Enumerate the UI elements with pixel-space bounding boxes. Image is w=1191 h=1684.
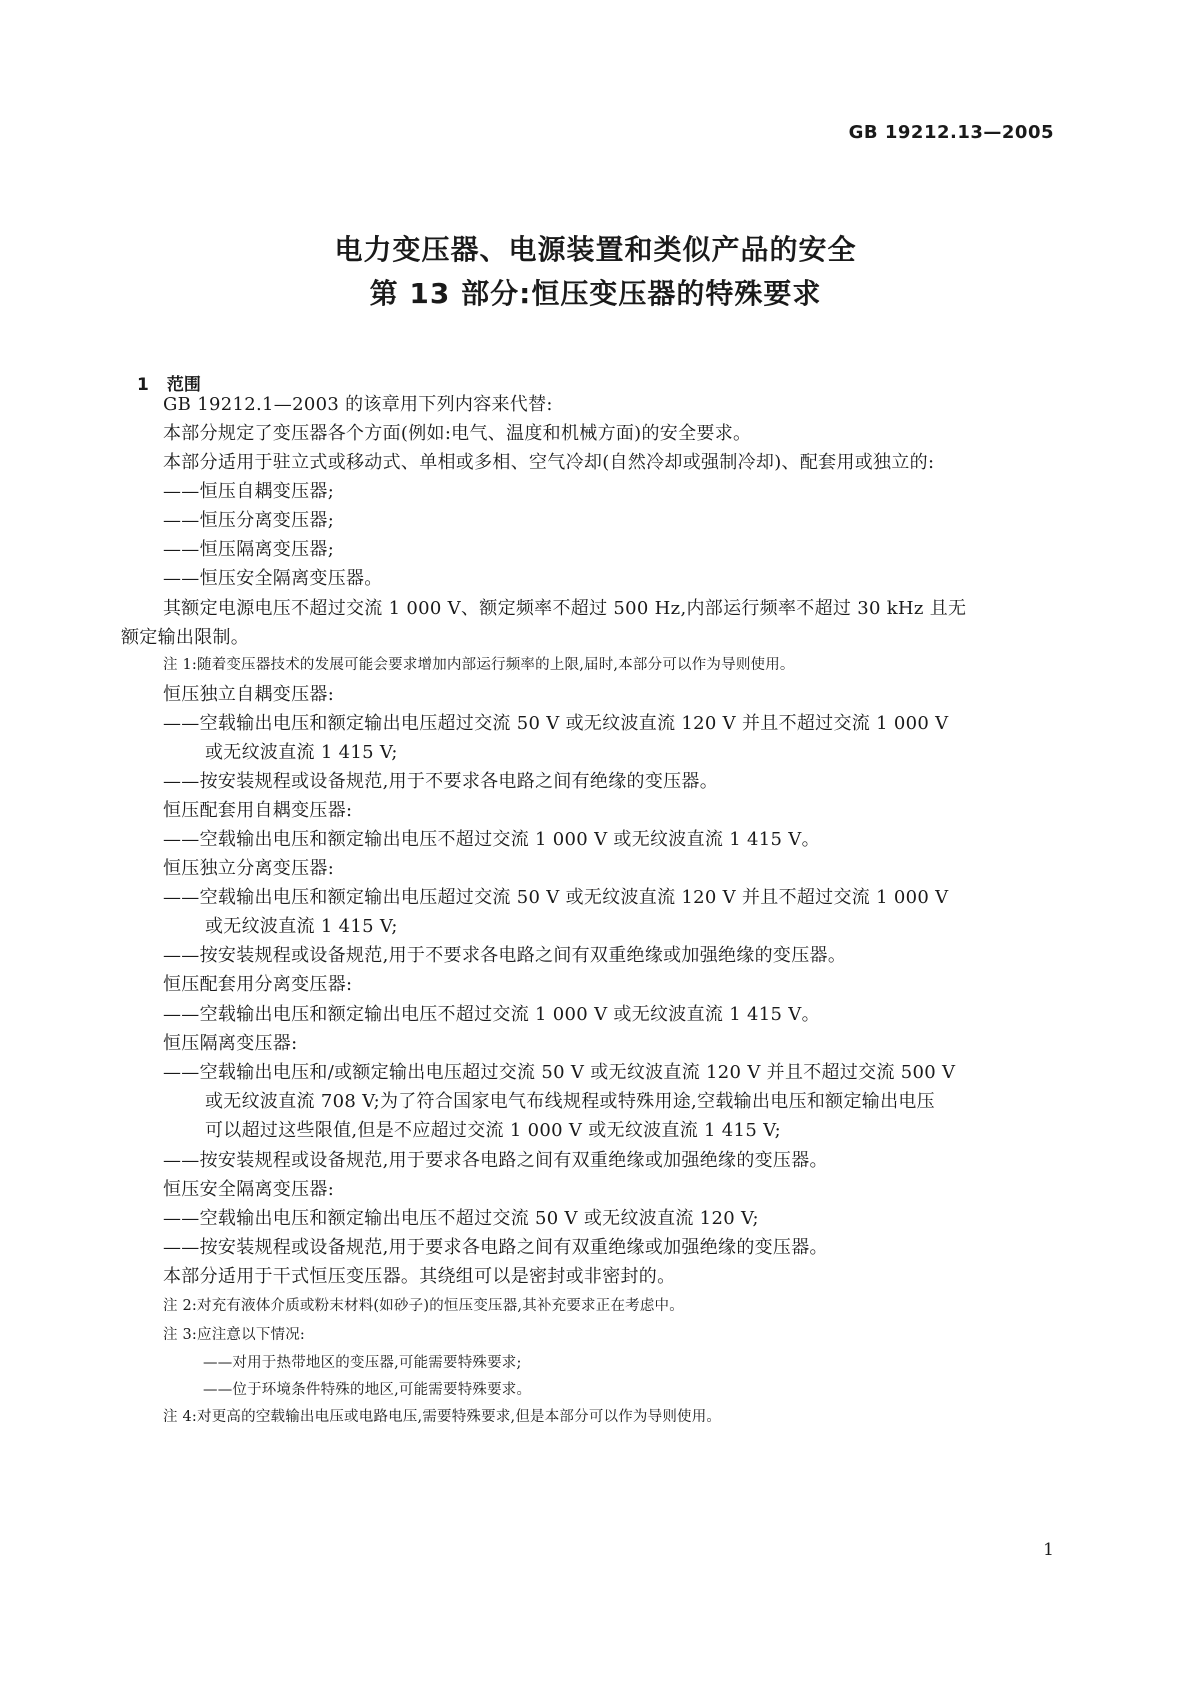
list-item: ——恒压隔离变压器; bbox=[163, 539, 335, 560]
list-item: ——空载输出电压和额定输出电压超过交流 50 V 或无纹波直流 120 V 并且不超过交流 1 000 V bbox=[163, 887, 949, 908]
note-4: 注 4:对更高的空载输出电压或电路电压,需要特殊要求,但是本部分可以作为导则使用。 bbox=[163, 1409, 722, 1425]
list-item: ——空载输出电压和额定输出电压不超过交流 1 000 V 或无纹波直流 1 415 V。 bbox=[163, 1004, 820, 1025]
subheading-isolating: 恒压隔离变压器: bbox=[163, 1033, 298, 1054]
list-item-cont: 或无纹波直流 708 V;为了符合国家电气布线规程或特殊用途,空载输出电压和额定输出电压 bbox=[205, 1091, 935, 1112]
page-title-line-1: 电力变压器、电源装置和类似产品的安全 bbox=[334, 233, 857, 266]
subheading-auto-associated: 恒压配套用自耦变压器: bbox=[163, 800, 353, 821]
paragraph-applicability: 本部分适用于驻立式或移动式、单相或多相、空气冷却(自然冷却或强制冷却)、配套用或独立的: bbox=[163, 452, 935, 473]
note-1: 注 1:随着变压器技术的发展可能会要求增加内部运行频率的上限,届时,本部分可以作为导则使用。 bbox=[163, 657, 795, 673]
list-item: ——按安装规程或设备规范,用于不要求各电路之间有双重绝缘或加强绝缘的变压器。 bbox=[163, 945, 847, 966]
note-3: 注 3:应注意以下情况: bbox=[163, 1327, 306, 1343]
page-title-line-2: 第 13 部分:恒压变压器的特殊要求 bbox=[369, 277, 822, 310]
note-2: 注 2:对充有液体介质或粉末材料(如砂子)的恒压变压器,其补充要求正在考虑中。 bbox=[163, 1298, 684, 1314]
list-item: ——空载输出电压和/或额定输出电压超过交流 50 V 或无纹波直流 120 V 并且不超过交流 500 V bbox=[163, 1062, 956, 1083]
paragraph-scope: 本部分规定了变压器各个方面(例如:电气、温度和机械方面)的安全要求。 bbox=[163, 423, 752, 444]
list-item: ——恒压自耦变压器; bbox=[163, 481, 335, 502]
list-item-cont: 或无纹波直流 1 415 V; bbox=[205, 742, 398, 763]
list-item: ——恒压分离变压器; bbox=[163, 510, 335, 531]
section-title: 范围 bbox=[166, 375, 201, 395]
list-item: ——按安装规程或设备规范,用于要求各电路之间有双重绝缘或加强绝缘的变压器。 bbox=[163, 1150, 828, 1171]
subheading-auto-independent: 恒压独立自耦变压器: bbox=[163, 684, 335, 705]
section-number: 1 bbox=[137, 375, 149, 395]
paragraph-dry-type: 本部分适用于干式恒压变压器。其绕组可以是密封或非密封的。 bbox=[163, 1266, 676, 1287]
subheading-safety-isolating: 恒压安全隔离变压器: bbox=[163, 1179, 335, 1200]
list-item-cont: 或无纹波直流 1 415 V; bbox=[205, 916, 398, 937]
note-list-item: ——位于环境条件特殊的地区,可能需要特殊要求。 bbox=[203, 1382, 532, 1398]
list-item: ——空载输出电压和额定输出电压不超过交流 1 000 V 或无纹波直流 1 415 V。 bbox=[163, 829, 820, 850]
list-item-cont: 可以超过这些限值,但是不应超过交流 1 000 V 或无纹波直流 1 415 V; bbox=[205, 1120, 781, 1141]
list-item: ——空载输出电压和额定输出电压不超过交流 50 V 或无纹波直流 120 V; bbox=[163, 1208, 759, 1229]
list-item: ——按安装规程或设备规范,用于要求各电路之间有双重绝缘或加强绝缘的变压器。 bbox=[163, 1237, 828, 1258]
paragraph-replacement: GB 19212.1—2003 的该章用下列内容来代替: bbox=[163, 394, 553, 415]
note-list-item: ——对用于热带地区的变压器,可能需要特殊要求; bbox=[203, 1355, 522, 1371]
list-item: ——按安装规程或设备规范,用于不要求各电路之间有绝缘的变压器。 bbox=[163, 771, 719, 792]
paragraph-ratings-cont: 额定输出限制。 bbox=[121, 627, 250, 648]
paragraph-ratings: 其额定电源电压不超过交流 1 000 V、额定频率不超过 500 Hz,内部运行频率不超过 30 kHz 且无 bbox=[163, 598, 967, 619]
subheading-separating-independent: 恒压独立分离变压器: bbox=[163, 858, 335, 879]
standard-number: GB 19212.13—2005 bbox=[848, 122, 1054, 143]
page-number: 1 bbox=[1043, 1540, 1054, 1560]
subheading-separating-associated: 恒压配套用分离变压器: bbox=[163, 974, 353, 995]
list-item: ——恒压安全隔离变压器。 bbox=[163, 568, 383, 589]
list-item: ——空载输出电压和额定输出电压超过交流 50 V 或无纹波直流 120 V 并且不超过交流 1 000 V bbox=[163, 713, 949, 734]
